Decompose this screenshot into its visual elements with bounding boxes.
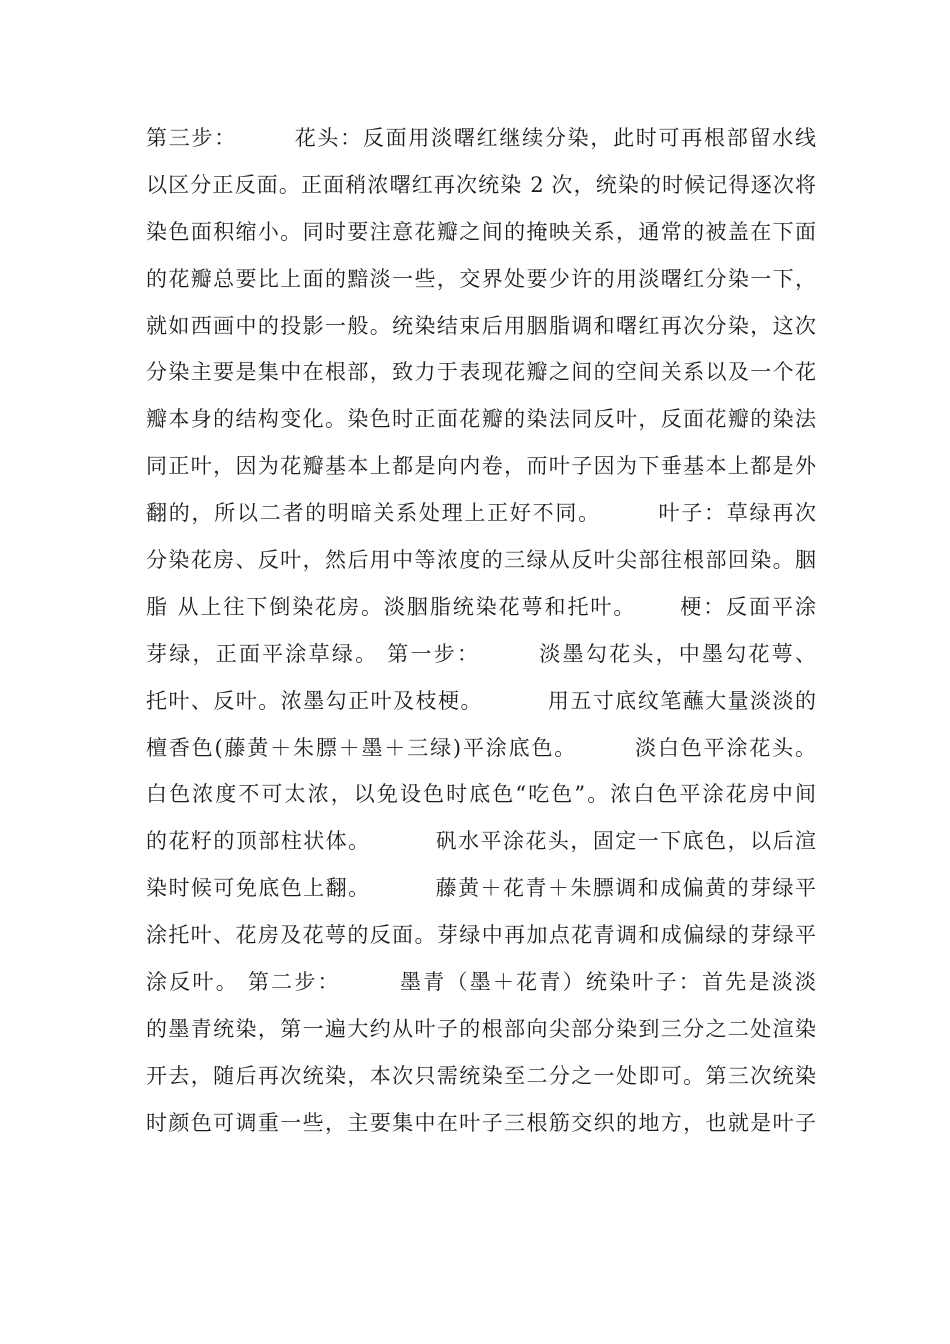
- text-line: 翻的，所以二者的明暗关系处理上正好不同。 叶子：草绿再次: [146, 501, 816, 526]
- text-line: 分染花房、反叶，然后用中等浓度的三绿从反叶尖部往根部回染。胭: [146, 548, 816, 573]
- text-line: 的花瓣总要比上面的黯淡一些，交界处要少许的用淡曙红分染一下，: [146, 266, 816, 291]
- text-line: 涂反叶。 第二步： 墨青（墨＋花青）统染叶子：首先是淡淡: [146, 970, 816, 995]
- text-line: 脂 从上往下倒染花房。淡胭脂统染花萼和托叶。 梗：反面平涂: [146, 594, 816, 619]
- text-line: 第三步： 花头：反面用淡曙红继续分染，此时可再根部留水线: [146, 126, 816, 150]
- text-line: 染时候可免底色上翻。 藤黄＋花青＋朱膘调和成偏黄的芽绿平: [146, 876, 816, 901]
- text-line: 同正叶，因为花瓣基本上都是向内卷，而叶子因为下垂基本上都是外: [146, 454, 816, 479]
- text-line: 时颜色可调重一些，主要集中在叶子三根筋交织的地方，也就是叶子: [146, 1110, 816, 1135]
- text-line: 涂托叶、花房及花萼的反面。芽绿中再加点花青调和成偏绿的芽绿平: [146, 923, 816, 948]
- text-line: 檀香色(藤黄＋朱膘＋墨＋三绿)平涂底色。 淡白色平涂花头。: [146, 735, 816, 760]
- text-line: 开去，随后再次统染，本次只需统染至二分之一处即可。第三次统染: [146, 1063, 816, 1088]
- text-line: 染色面积缩小。同时要注意花瓣之间的掩映关系，通常的被盖在下面: [146, 219, 816, 244]
- text-line: 以区分正反面。正面稍浓曙红再次统染 2 次，统染的时候记得逐次将: [146, 172, 816, 197]
- text-line: 就如西画中的投影一般。统染结束后用胭脂调和曙红再次分染，这次: [146, 313, 816, 338]
- text-line: 的墨青统染，第一遍大约从叶子的根部向尖部分染到三分之二处渲染: [146, 1016, 816, 1041]
- text-line: 分染主要是集中在根部，致力于表现花瓣之间的空间关系以及一个花: [146, 360, 816, 385]
- text-line: 芽绿，正面平涂草绿。 第一步： 淡墨勾花头，中墨勾花萼、: [146, 641, 816, 666]
- text-line: 的花籽的顶部柱状体。 矾水平涂花头，固定一下底色，以后渲: [146, 829, 816, 854]
- text-line: 托叶、反叶。浓墨勾正叶及枝梗。 用五寸底纹笔蘸大量淡淡的: [146, 688, 816, 713]
- body-text: [146, 115, 816, 1147]
- text-line: 瓣本身的结构变化。染色时正面花瓣的染法同反叶，反面花瓣的染法: [146, 407, 816, 432]
- text-line: 白色浓度不可太浓，以免设色时底色“吃色”。浓白色平涂花房中间: [146, 782, 816, 807]
